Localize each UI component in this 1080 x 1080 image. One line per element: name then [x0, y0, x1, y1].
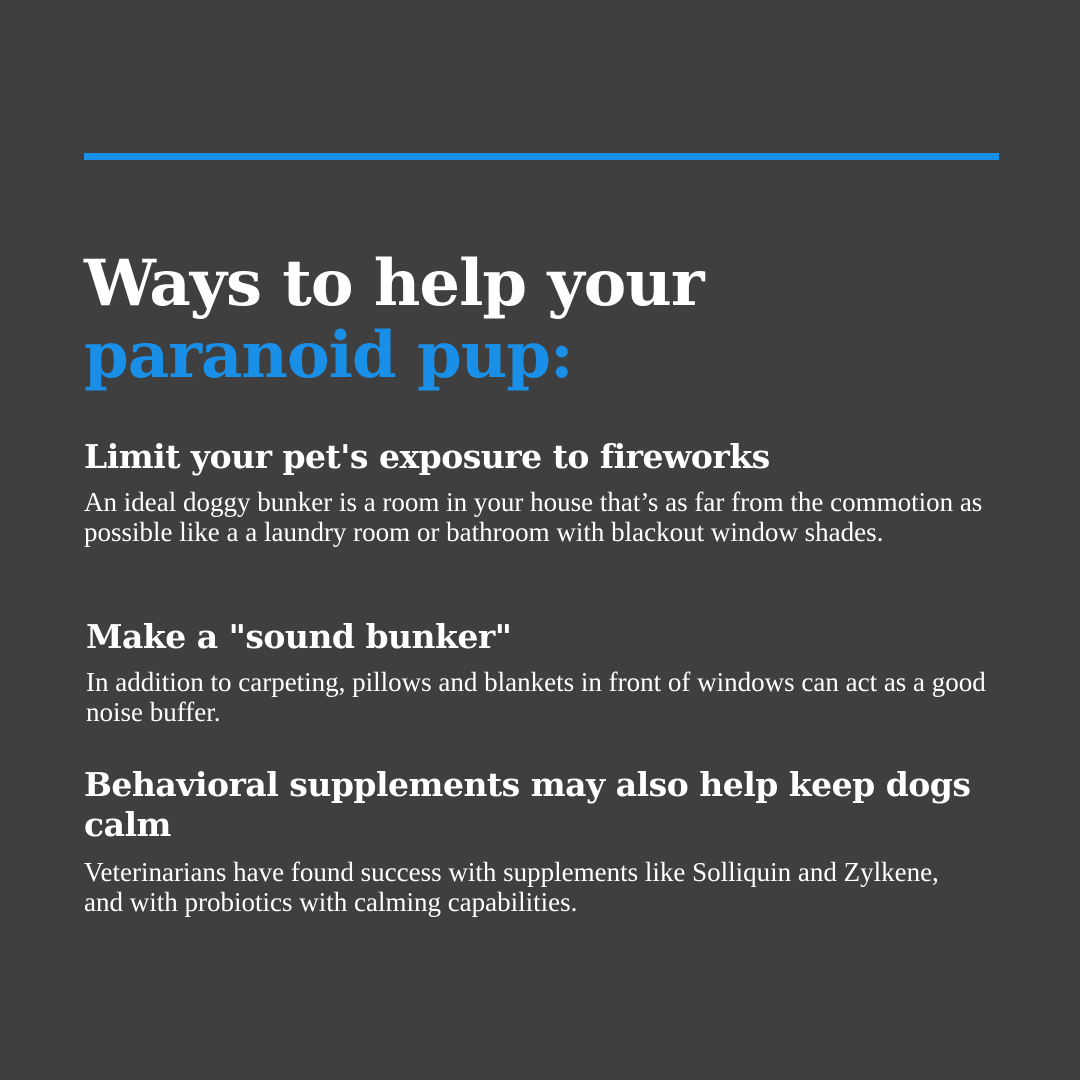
tip-heading: Limit your pet's exposure to fireworks: [84, 437, 770, 476]
tip-body: Veterinarians have found success with supplements like Solliquin and Zylkene, and with probiotics with calming capabilities.: [84, 857, 939, 917]
page-title: [84, 248, 704, 392]
accent-divider: [84, 153, 999, 160]
tip-body: In addition to carpeting, pillows and blankets in front of windows can act as a good noise buffer.: [86, 667, 986, 727]
tip-section-limit-exposure: [84, 437, 984, 547]
tip-section-supplements: [84, 765, 984, 917]
tip-section-sound-bunker: [86, 617, 986, 727]
title-line-1: Ways to help your: [84, 246, 704, 321]
tip-heading: Behavioral supplements may also help keep dogs calm: [84, 765, 971, 844]
tip-body: An ideal doggy bunker is a room in your house that’s as far from the commotion as possible like a a laundry room or bathroom with blackout window shades.: [84, 487, 983, 547]
title-line-2-highlight: paranoid pup:: [84, 318, 573, 393]
tip-heading: Make a "sound bunker": [86, 617, 512, 656]
